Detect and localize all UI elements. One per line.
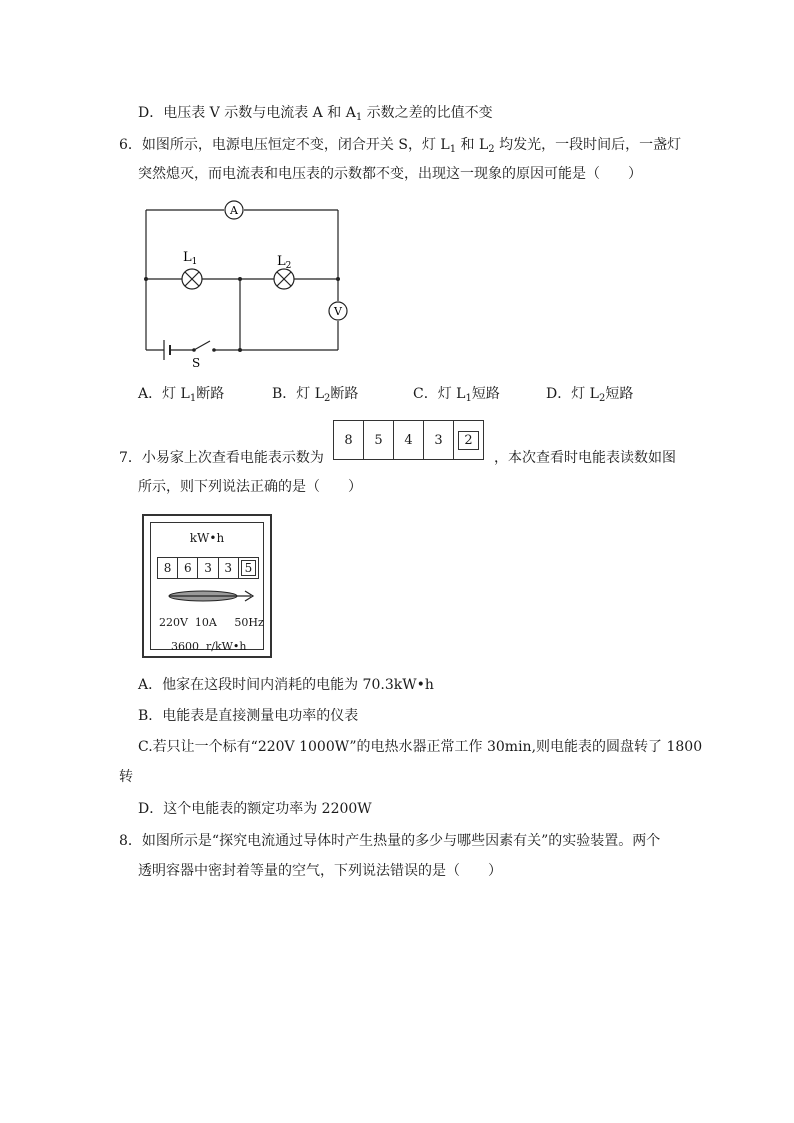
meter-digit: 3: [198, 558, 218, 578]
q6-option-c: C．灯 $L_1$短路: [413, 386, 500, 404]
meter-digits: [157, 557, 259, 579]
ammeter-symbol: [225, 201, 243, 219]
lamp-l1-label: $L_1$: [183, 250, 198, 267]
q6-option-b: B．灯 $L_2$断路: [272, 386, 359, 404]
prev-digit: 3: [424, 421, 454, 459]
q7-stem-line2: 所示，则下列说法正确的是（ ）: [138, 479, 362, 495]
q7-stem-line1-post: ，本次查看时电能表读数如图: [494, 450, 676, 466]
prev-digit: 4: [394, 421, 424, 459]
lamp-l2-label: $L_2$: [277, 254, 292, 271]
meter-spec-constant: 3600 r/kW•h: [171, 640, 247, 653]
q6-stem-line1: 6．如图所示，电源电压恒定不变，闭合开关 S，灯 $L_1$ 和 $L_2$ 均发光，一段时间后，一盏灯: [119, 137, 682, 155]
q7-option-c-line1: C.若只让一个标有“220V 1000W”的电热水器正常工作 30min,则电能表的圆盘转了 1800: [138, 739, 703, 755]
meter-spec-rating: 220V 10A 50Hz: [159, 616, 264, 629]
meter-digit-decimal: 5: [239, 558, 258, 578]
q6-option-a: A．灯 $L_1$断路: [138, 386, 225, 404]
voltmeter-label: V: [334, 305, 342, 318]
q6-stem-line2: 突然熄灭，而电流表和电压表的示数都不变，出现这一现象的原因可能是（ ）: [138, 166, 642, 182]
prev-digit-decimal: 2: [454, 421, 483, 459]
meter-digit: 3: [219, 558, 239, 578]
electric-meter: [142, 514, 272, 658]
voltmeter-symbol: [329, 302, 347, 320]
q6-circuit-diagram: [130, 195, 360, 375]
q8-stem-line1: 8．如图所示是“探究电流通过导体时产生热量的多少与哪些因素有关”的实验装置。两个: [119, 833, 661, 849]
lamp-l1-symbol: [182, 250, 202, 289]
q7-option-d: D．这个电能表的额定功率为 2200W: [138, 801, 372, 817]
prev-digit: 5: [364, 421, 394, 459]
q7-option-a: A．他家在这段时间内消耗的电能为 70.3kW•h: [138, 677, 434, 693]
q7-stem-line1-pre: 7．小易家上次查看电能表示数为: [119, 450, 324, 466]
q7-previous-meter-reading: [333, 420, 484, 460]
q7-option-b: B．电能表是直接测量电功率的仪表: [138, 708, 359, 724]
electric-meter-face: [150, 522, 264, 653]
q7-option-c-line2: 转: [119, 769, 133, 785]
q8-stem-line2: 透明容器中密封着等量的空气，下列说法错误的是（ ）: [138, 863, 502, 879]
q5-option-d: D．电压表 V 示数与电流表 A 和 $A_1$ 示数之差的比值不变: [138, 105, 493, 123]
meter-digit: 6: [178, 558, 198, 578]
meter-digit: 8: [158, 558, 178, 578]
q6-option-d: D．灯 $L_2$短路: [546, 386, 634, 404]
meter-disc-icon: [159, 587, 259, 605]
switch-label: S: [192, 356, 201, 370]
ammeter-label: A: [230, 204, 238, 217]
prev-digit: 8: [334, 421, 364, 459]
lamp-l2-symbol: [274, 254, 294, 289]
meter-unit: kW•h: [189, 531, 225, 545]
